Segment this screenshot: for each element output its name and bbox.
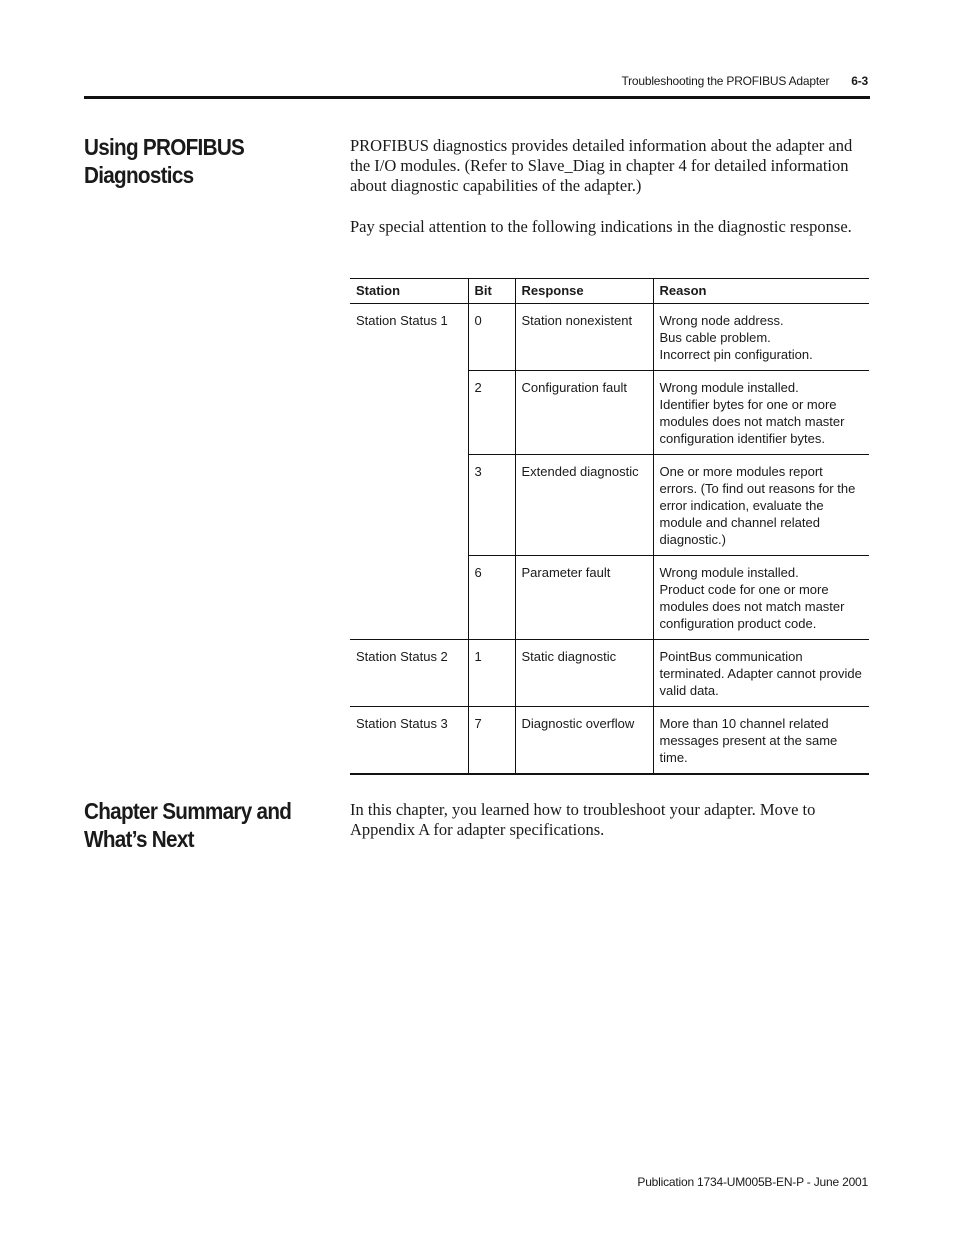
reason-cell [653,556,869,640]
response-cell: Configuration fault [515,371,653,455]
column-header-reason: Reason [653,279,869,304]
response-cell: Static diagnostic [515,640,653,707]
response-cell: Diagnostic overflow [515,707,653,775]
station-cell [350,455,468,556]
column-header-station: Station [350,279,468,304]
reason-cell [653,304,869,371]
reason-line: Bus cable problem. [659,330,771,345]
attention-paragraph: Pay special attention to the following indications in the diagnostic response. [350,217,852,236]
header-rule [84,96,870,99]
table-row [350,371,869,455]
heading-line: Diagnostics [84,162,194,188]
response-cell: Parameter fault [515,556,653,640]
reason-cell [653,707,869,775]
table-row [350,304,869,371]
bit-cell: 1 [468,640,515,707]
heading-line: Using PROFIBUS [84,134,245,160]
reason-line: Incorrect pin configuration. [659,347,813,362]
table-row [350,556,869,640]
reason-line: More than 10 channel related messages present at the same time. [659,716,838,765]
reason-line: One or more modules report errors. (To find out reasons for the error indication, evaluate the module and channel related diagnostic.) [659,464,856,547]
reason-line: Wrong module installed. [659,380,799,395]
reason-line: Wrong node address. [659,313,784,328]
station-cell [350,556,468,640]
bit-cell: 2 [468,371,515,455]
heading-line: What’s Next [84,826,194,852]
response-cell: Extended diagnostic [515,455,653,556]
reason-line: Wrong module installed. [659,565,799,580]
column-header-bit: Bit [468,279,515,304]
reason-cell [653,371,869,455]
station-cell: Station Status 3 [350,707,468,775]
column-header-response: Response [515,279,653,304]
diagnostics-table [350,278,869,775]
reason-cell [653,455,869,556]
reason-cell [653,640,869,707]
page-number: 6-3 [851,74,868,88]
intro-paragraph: PROFIBUS diagnostics provides detailed information about the adapter and the I/O modules. (Refer to Slave_Diag in chapter 4 for detailed information about diagnostic capabilities of the adapter.) [350,136,853,195]
section-heading-profibus-diagnostics [84,133,244,189]
bit-cell: 3 [468,455,515,556]
section-heading-chapter-summary [84,797,291,853]
reason-line: Identifier bytes for one or more modules does not match master configuration identifier bytes. [659,397,845,446]
table-row [350,640,869,707]
heading-line: Chapter Summary and [84,798,292,824]
station-cell: Station Status 1 [356,313,448,328]
bit-cell: 7 [468,707,515,775]
bit-cell: 0 [468,304,515,371]
publication-footer: Publication 1734-UM005B-EN-P - June 2001 [637,1175,868,1189]
bit-cell: 6 [468,556,515,640]
running-header [621,74,868,88]
table-row [350,707,869,775]
running-title: Troubleshooting the PROFIBUS Adapter [621,74,830,88]
summary-paragraph: In this chapter, you learned how to troubleshoot your adapter. Move to Appendix A for adapter specifications. [350,800,816,839]
reason-line: PointBus communication terminated. Adapter cannot provide valid data. [659,649,862,698]
response-cell: Station nonexistent [515,304,653,371]
station-cell [350,371,468,455]
reason-line: Product code for one or more modules does not match master configuration product code. [659,582,845,631]
table-header-row [350,279,869,304]
station-cell: Station Status 2 [350,640,468,707]
table-row [350,455,869,556]
